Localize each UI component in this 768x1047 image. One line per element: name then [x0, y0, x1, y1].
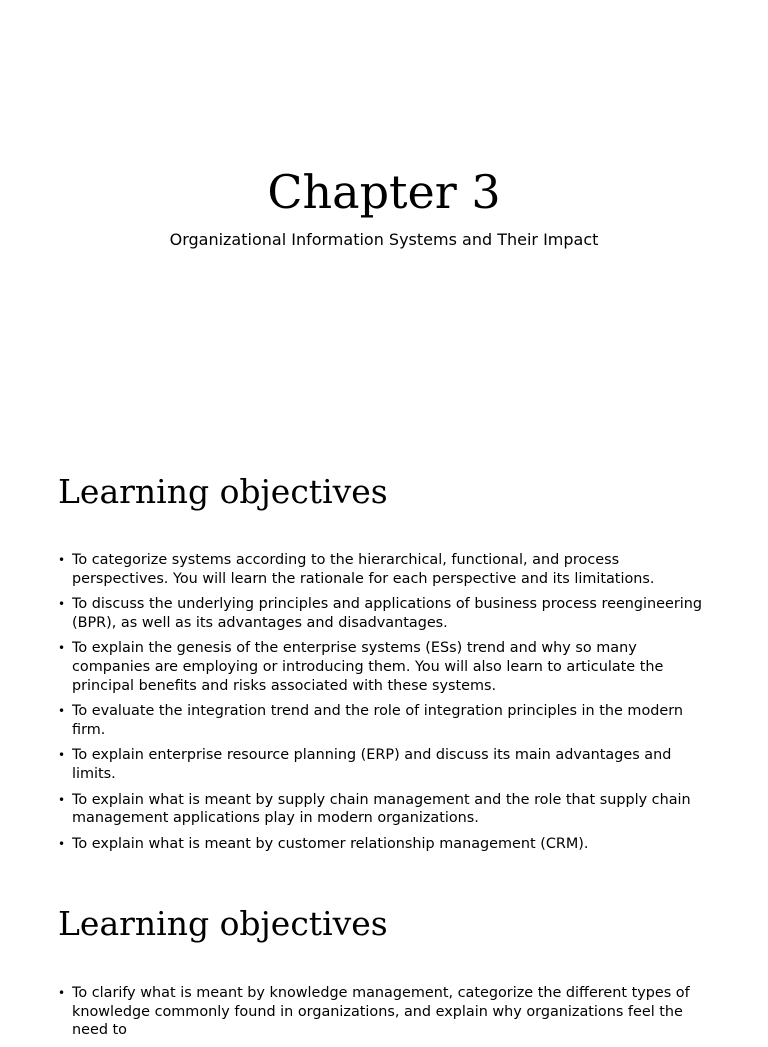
- list-item: [58, 791, 718, 828]
- list-item-text: To categorize systems according to the hierarchical, functional, and process perspectives. You will learn the rationale for each perspective and its limitations.: [72, 552, 655, 587]
- list-item: [58, 984, 718, 1040]
- list-item: [58, 595, 718, 632]
- list-item: [58, 835, 718, 854]
- list-item-text: To clarify what is meant by knowledge management, categorize the different types of knowledge commonly found in organizations, and explain why organizations feel the need to: [72, 985, 690, 1039]
- title-slide: [0, 0, 768, 432]
- objectives-list-1: [58, 551, 718, 860]
- bullet-icon: •: [58, 597, 66, 612]
- bullet-icon: •: [58, 641, 66, 656]
- bullet-icon: •: [58, 748, 66, 763]
- list-item: [58, 551, 718, 588]
- bullet-icon: •: [58, 553, 66, 567]
- bullet-icon: •: [58, 792, 66, 807]
- list-item-text: To evaluate the integration trend and the role of integration principles in the modern firm.: [72, 703, 684, 738]
- list-item: [58, 639, 718, 695]
- bullet-icon: •: [58, 836, 66, 851]
- chapter-title: Chapter 3: [267, 165, 501, 219]
- chapter-subtitle: Organizational Information Systems and Their Impact: [169, 230, 599, 249]
- list-item-text: To explain enterprise resource planning (ERP) and discuss its main advantages and limits.: [72, 747, 672, 782]
- objectives-list-2: [58, 984, 718, 1047]
- list-item-text: To explain the genesis of the enterprise systems (ESs) trend and why so many companies are employing or introducing them. You will also learn to articulate the principal benefits and risks associated with these systems.: [72, 640, 664, 694]
- list-item: [58, 702, 718, 739]
- list-item: [58, 746, 718, 783]
- objectives-heading-1: Learning objectives: [58, 472, 388, 511]
- objectives-heading-2: Learning objectives: [58, 904, 388, 943]
- list-item-text: To discuss the underlying principles and applications of business process reengineering (BPR), as well as its advantages and disadvantages.: [72, 596, 703, 631]
- list-item-text: To explain what is meant by supply chain management and the role that supply chain management applications play in modern organizations.: [72, 791, 691, 827]
- bullet-icon: •: [58, 986, 66, 1000]
- bullet-icon: •: [58, 704, 66, 719]
- list-item-text: To explain what is meant by customer relationship management (CRM).: [72, 835, 589, 852]
